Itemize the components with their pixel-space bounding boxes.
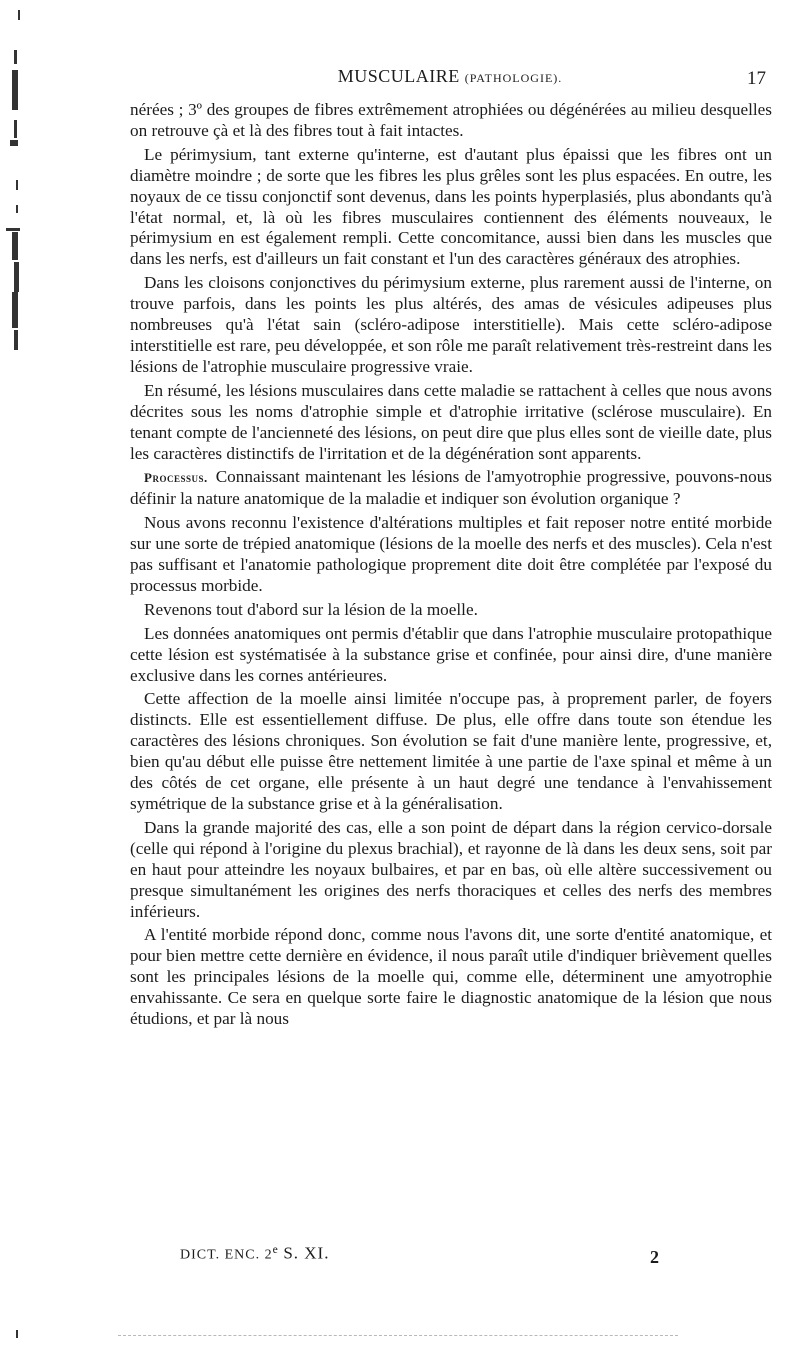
paragraph: Cette affection de la moelle ainsi limitée n'occupe pas, à proprement parler, de foyers distincts. Elle est essentiellement diffuse. De plus, elle offre dans toute son étendue les caractères des lésions chroniques. Son évolution se fait d'une manière lente, progressive, et, bien qu'au début elle puisse être nettement limitée à une partie de l'axe spinal et même à un des côtés de cet organe, elle présente à un haut degré une tendance à l'envahissement symétrique de la substance grise et à la généralisation. [130,689,772,813]
running-head-main: MUSCULAIRE [337,66,460,86]
bottom-scan-line [118,1335,678,1336]
paragraph: En résumé, les lésions musculaires dans cette maladie se rattachent à celles que nous avons décrites sous les noms d'atrophie simple et d'atrophie irritative (sclérose musculaire). En tenant compte de l'ancienneté des lésions, on peut dire que plus elles sont de vieille date, plus les caractères distinctifs de l'irritation et de la dégénération sont apparents. [130,380,772,463]
body-text [130,100,772,1033]
scan-edge-marks [0,0,40,1372]
running-head [130,66,770,94]
page-footer [180,1243,740,1269]
signature-prefix: DICT. ENC. 2 [180,1247,273,1263]
processus-paragraph [130,467,772,510]
paragraph: Dans les cloisons conjonctives du périmysium externe, plus rarement aussi de l'interne, on trouve parfois, dans les points les plus altérés, des amas de vésicules adipeuses plus nombreuses qu'à l'état sain (scléro-adipose interstitielle). Mais cette scléro-adipose interstitielle est rare, peu développée, et son rôle me paraît relativement très-restreint dans les lésions de l'atrophie musculaire progressive vraie. [130,273,772,376]
paragraph: nérées ; 3º des groupes de fibres extrêmement atrophiées ou dégénérées au milieu desquelles on retrouve çà et là des fibres tout à fait intactes. [130,100,772,140]
printer-signature [180,1243,329,1264]
paragraph: Le périmysium, tant externe qu'interne, est d'autant plus épaissi que les fibres ont un diamètre moindre ; de sorte que les fibres les plus grêles sont les plus espacées. En outre, les noyaux de ce tissu conjonctif sont devenus, dans les points hyperplasiés, plus abondants qu'à l'état normal, et, là où les fibres musculaires contiennent des éléments nouveaux, le périmysium en est également rempli. Cette concomitance, aussi bien dans les muscles que dans les nerfs, est d'ailleurs un fait constant et l'un des caractères généraux des atrophies. [130,144,772,269]
signature-mark: 2 [650,1247,659,1267]
processus-text: Connaissant maintenant les lésions de l'amyotrophie progressive, pouvons-nous définir la nature anatomique de la maladie et indiquer son évolution organique ? [130,467,772,509]
paragraph: Dans la grande majorité des cas, elle a son point de départ dans la région cervico-dorsale (celle qui répond à l'origine du plexus brachial), et rayonne de là dans les deux sens, soit par en haut pour atteindre les noyaux bulbaires, et par en bas, où elle altère successivement ou presque simultanément les origines des nerfs thoraciques et celles des nerfs des membres inférieurs. [130,817,772,921]
paragraph: A l'entité morbide répond donc, comme nous l'avons dit, une sorte d'entité anatomique, et pour bien mettre cette dernière en évidence, il nous paraît utile d'indiquer brièvement quelles sont les principales lésions de la moelle qui, comme elle, déterminent une amyotrophie envahissante. Ce sera en quelque sorte faire le diagnostic anatomique de la lésion que nous étudions, et par là nous [130,925,772,1029]
paragraph: Revenons tout d'abord sur la lésion de la moelle. [144,599,478,619]
signature-suffix: S. XI. [283,1243,330,1263]
section-label: Processus. [144,470,208,486]
running-head-subtitle: (PATHOLOGIE). [464,71,563,85]
running-head-title [130,66,770,87]
page-number: 17 [747,68,766,89]
signature-superscript: e [272,1243,279,1256]
paragraph: Les données anatomiques ont permis d'établir que dans l'atrophie musculaire protopathique cette lésion est systématisée à la substance grise et confinée, pour ainsi dire, d'une manière exclusive dans les cornes antérieures. [130,623,772,685]
paragraph: Nous avons reconnu l'existence d'altérations multiples et fait reposer notre entité morbide sur une sorte de trépied anatomique (lésions de la moelle des nerfs et des muscles). Cela n'est pas suffisant et l'anatomie pathologique proprement dite doit être complétée par l'exposé du processus morbide. [130,513,772,595]
